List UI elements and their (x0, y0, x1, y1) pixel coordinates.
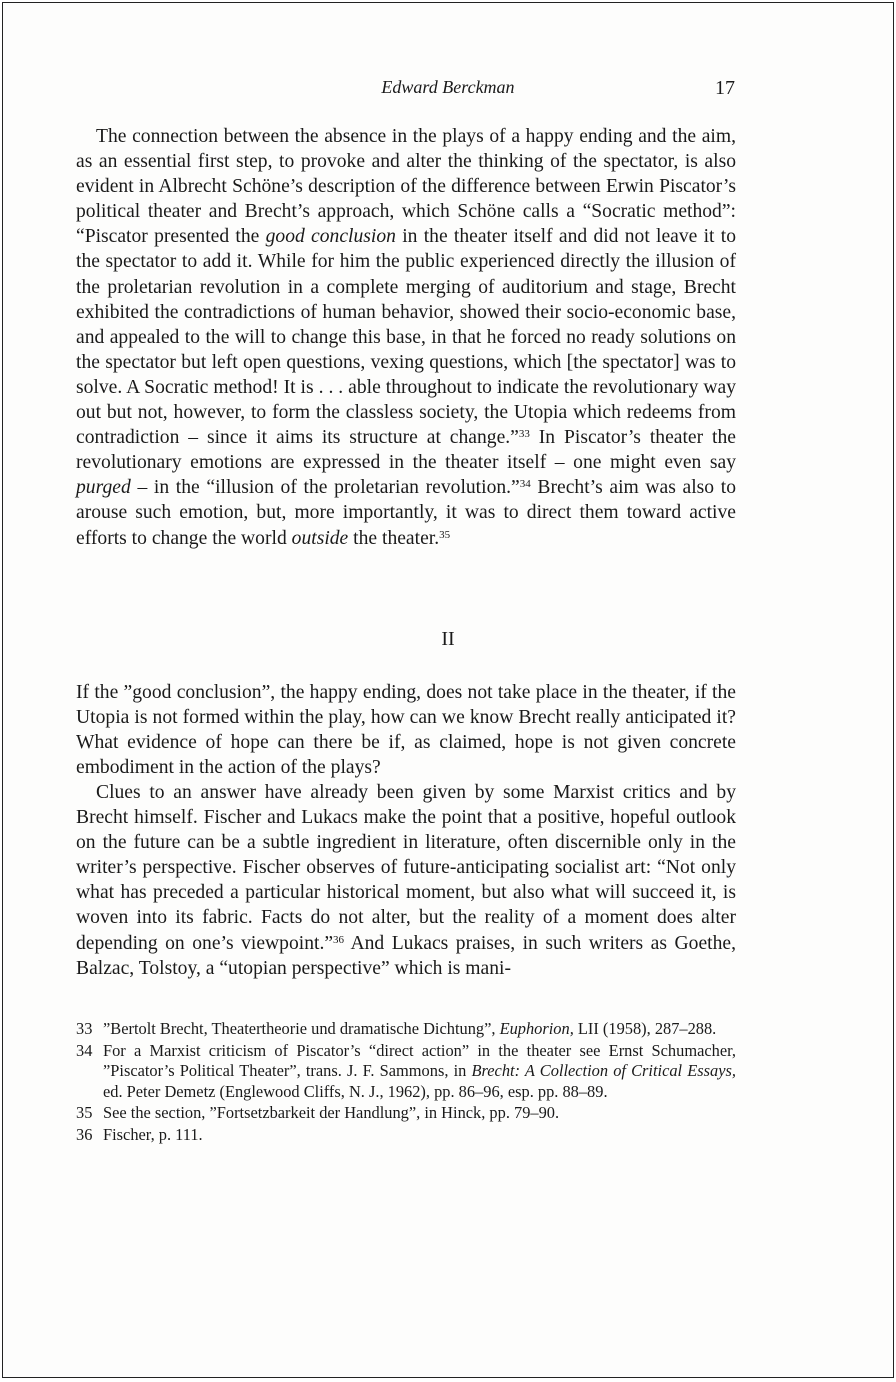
paragraph-1-text-a: The connection between the absence in the plays of a happy ending and the aim, as an essential first step, to provoke and alter the thinking of the spectator, is also evident in Albrecht Schöne’s description of the difference between Erwin Piscator’s political theater and Brecht’s approach, which Schöne calls a “Socratic method”: “Piscator presented the (76, 126, 736, 248)
footnote-number: 34 (76, 1040, 93, 1060)
footnote-text (103, 1019, 736, 1040)
paragraph-1-text-c: In Piscator’s theater the revolutionary emotions are expressed in the theater itself – one might even say (76, 427, 736, 474)
paragraph-3-text-b: And Lukacs praises, in such writers as Goethe, Balzac, Tolstoy, a “utopian perspective” which is mani- (76, 932, 736, 979)
footnote-ref-34: 34 (519, 478, 531, 491)
paragraph-2 (76, 680, 736, 780)
book-page (2, 2, 894, 1378)
paragraph-1-emphasis-e: outside (291, 527, 349, 549)
running-head: Edward Berckman (381, 77, 515, 97)
footnote-34-text-a: For a Marxist criticism of Piscator’s “direct action” in the theater see Ernst Schumacher, ”Piscator’s Political Theater”, trans. J. F. Sammons, in (103, 1040, 736, 1081)
footnote-33 (76, 1019, 736, 1040)
footnote-34-emphasis: Brecht: A Collection of Critical Essays, (471, 1061, 736, 1081)
footnote-ref-36: 36 (333, 933, 345, 946)
paragraph-1-emphasis-c: purged (76, 477, 131, 499)
footnote-number: 35 (76, 1103, 93, 1123)
footnote-33-text-a: ”Bertolt Brecht, Theatertheorie und dramatische Dichtung”, (103, 1019, 500, 1038)
footnote-34-text-b: ed. Peter Demetz (Englewood Cliffs, N. J., 1962), pp. 86–96, esp. pp. 88–89. (103, 1081, 608, 1101)
footnote-34 (76, 1041, 736, 1103)
paragraph-1 (76, 124, 736, 551)
paragraph-1-emphasis-a: good conclusion (265, 226, 396, 248)
footnote-33-text-b: LII (1958), 287–288. (573, 1019, 717, 1038)
paragraph-3 (76, 780, 736, 981)
footnote-text (103, 1041, 736, 1103)
footnote-ref-35: 35 (439, 528, 451, 541)
paragraph-1-text-b: in the theater itself and did not leave it to the spectator to add it. While for him the public experienced directly the illusion of the proletarian revolution in a complete merging of auditorium and stage, Brecht exhibited the contradictions of human behavior, showed their socio-economic base, and appealed to the will to change this base, in that he forced no ready solutions on the spectator but left open questions, vexing questions, which [the spectator] was to solve. A Socratic method! It is . . . able throughout to indicate the revolutionary way out but not, however, to form the classless society, the Utopia which redeems from contradiction – since it aims its structure at change.” (76, 226, 736, 449)
paragraph-2-text: If the ”good conclusion”, the happy ending, does not take place in the theater, if the Utopia is not formed within the play, how can we know Brecht really anticipated it? What evidence of hope can there be if, as claimed, hope is not given concrete embodiment in the action of the plays? (76, 682, 736, 779)
footnote-number: 36 (76, 1124, 93, 1144)
paragraph-1-text-e: Brecht’s aim was also to arouse such emotion, but, more importantly, it was to direct them toward active efforts to change the world (76, 477, 736, 549)
footnote-35 (76, 1103, 736, 1124)
page-number: 17 (715, 77, 735, 99)
footnotes (76, 1019, 736, 1147)
footnote-36 (76, 1125, 736, 1146)
paragraph-1-text-d: – in the “illusion of the proletarian revolution.” (130, 477, 520, 499)
footnote-33-emphasis: Euphorion, (499, 1019, 574, 1038)
footnote-number: 33 (76, 1019, 93, 1038)
paragraph-3-text-a: Clues to an answer have already been given by some Marxist critics and by Brecht himself. Fischer and Lukacs make the point that a positive, hopeful outlook on the future can be a subtle ingredient in literature, often discernible only in the writer’s perspective. Fischer observes of future-anticipating socialist art: “Not only what has preceded a particular historical moment, but also what will succeed it, is woven into its fabric. Facts do not alter, but the reality of a moment does alter depending on one’s viewpoint.” (76, 782, 736, 954)
footnote-text: See the section, ”Fortsetzbarkeit der Handlung”, in Hinck, pp. 79–90. (103, 1103, 560, 1123)
footnote-ref-33: 33 (518, 428, 530, 441)
paragraph-1-text-f: the theater. (348, 527, 440, 549)
section-heading: II (441, 628, 455, 650)
footnote-text: Fischer, p. 111. (103, 1124, 203, 1144)
